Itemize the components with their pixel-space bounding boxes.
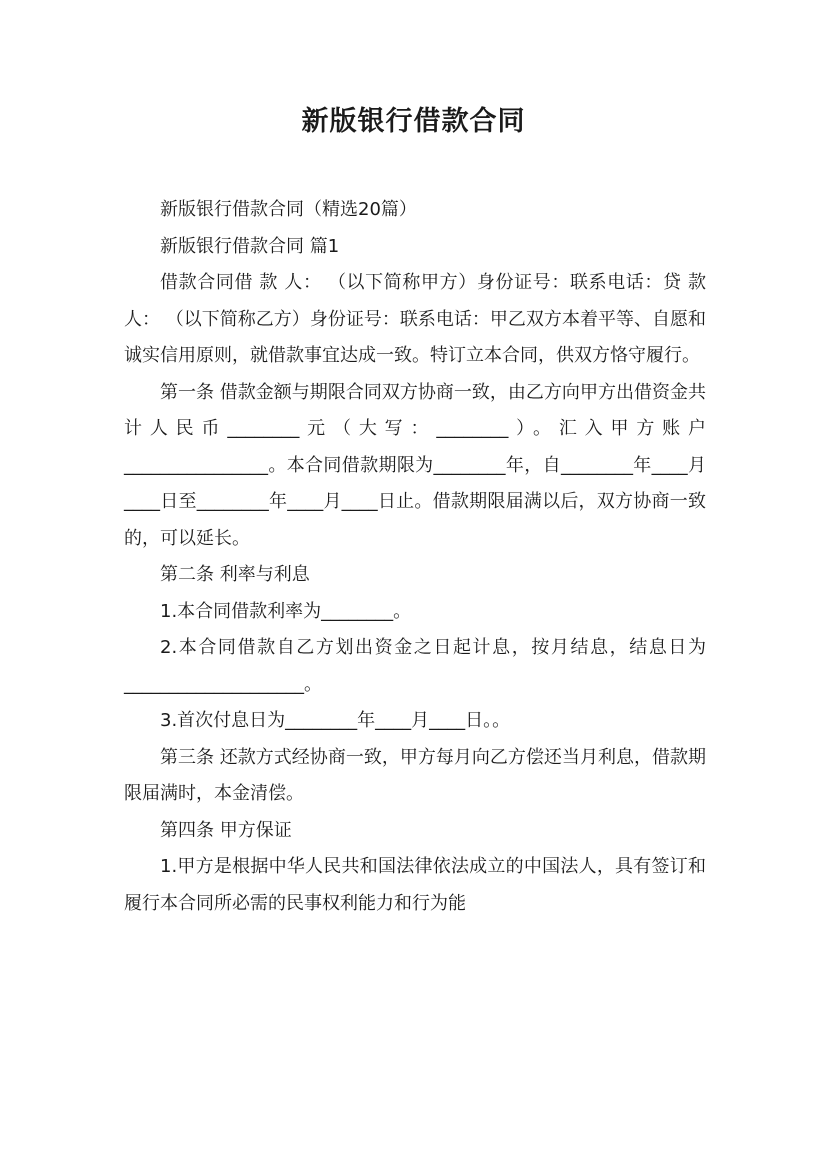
paragraph-article-2-item-3: 3.首次付息日为________年____月____日。。 — [160, 710, 511, 731]
paragraph-section-heading: 新版银行借款合同 篇1 — [160, 235, 340, 257]
paragraph-subtitle: 新版银行借款合同（精选20篇） — [160, 199, 417, 220]
paragraph-article-2-item-2: 2.本合同借款自乙方划出资金之日起计息，按月结息，结息日为____________________。 — [124, 637, 706, 695]
paragraph-article-4-heading: 第四条 甲方保证 — [160, 819, 292, 841]
paragraph-article-4-item-1: 1.甲方是根据中华人民共和国法律依法成立的中国法人，具有签订和履行本合同所必需的民事权利能力和行为能 — [124, 856, 706, 914]
document-title: 新版银行借款合同 — [301, 106, 526, 137]
paragraph-article-2-heading: 第二条 利率与利息 — [160, 564, 310, 585]
paragraph-parties: 借款合同借 款 人： （以下简称甲方）身份证号：联系电话：贷 款 人： （以下简称乙方）身份证号：联系电话：甲乙双方本着平等、自愿和诚实信用原则，就借款事宜达成一致。特订立本合同，供双方恪守履行。 — [124, 272, 706, 366]
paragraph-article-2-item-1: 1.本合同借款利率为________。 — [160, 600, 412, 622]
paragraph-article-1: 第一条 借款金额与期限合同双方协商一致，由乙方向甲方出借资金共计人民币________元（大写：________）。汇入甲方账户________________。本合同借款期限为________年，自________年____月____日至________年____月____日止。借款期限届满以后，双方协商一致的，可以延长。 — [124, 381, 706, 549]
paragraph-article-3: 第三条 还款方式经协商一致，甲方每月向乙方偿还当月利息，借款期限届满时，本金清偿。 — [124, 746, 706, 804]
document-body — [124, 192, 706, 922]
